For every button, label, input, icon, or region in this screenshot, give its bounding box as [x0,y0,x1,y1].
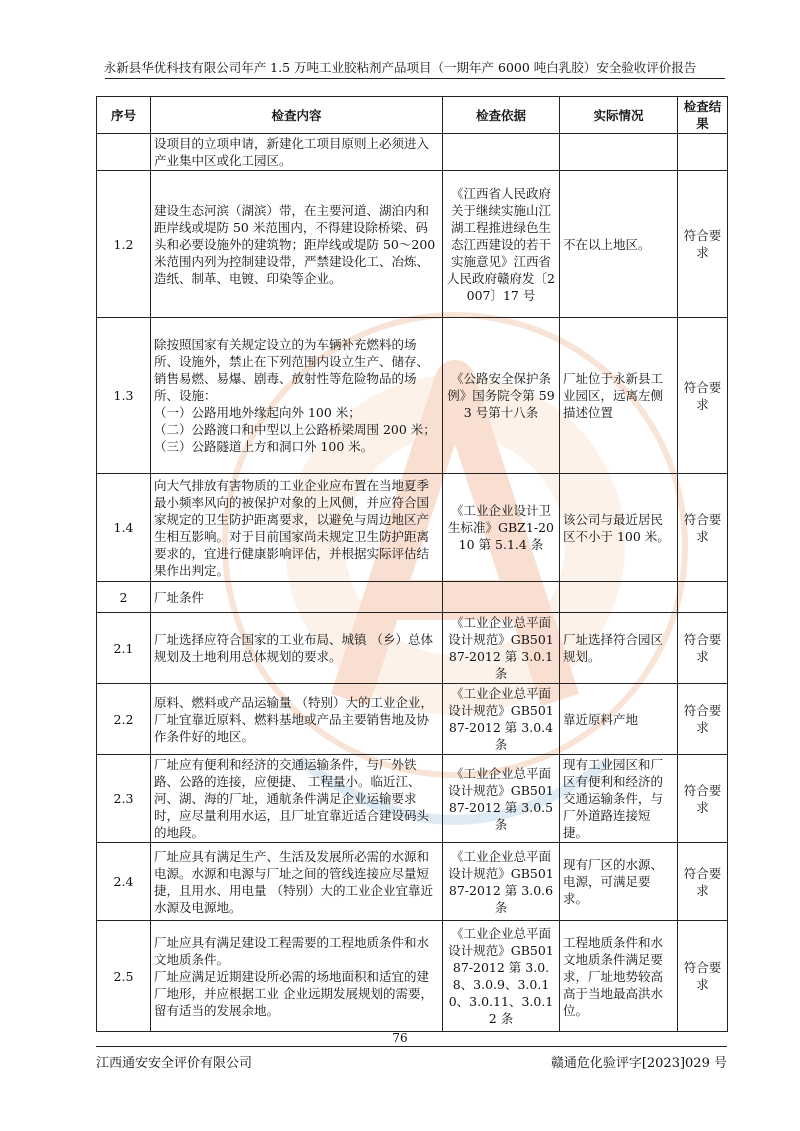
table-cell-no: 2.1 [97,613,151,684]
table-cell-actual: 不在以上地区。 [560,171,678,318]
table-cell-actual [560,582,678,613]
table-cell-no: 1.3 [97,318,151,474]
table-cell-result: 符合要求 [678,684,728,755]
table-row [97,474,728,582]
table-cell-content: 原料、燃料或产品运输量 （特别）大的工业企业，厂址宜靠近原料、燃料基地或产品主要销售地及协作条件好的地区。 [151,684,443,755]
footer-divider [96,1046,727,1047]
table-cell-basis: 《江西省人民政府关于继续实施山江湖工程推进绿色生态江西建设的若干实施意见》江西省人民政府赣府发〔2007〕17 号 [443,171,560,318]
table-cell-basis: 《工业企业总平面设计规范》GB50187-2012 第 3.0.5 条 [443,755,560,843]
column-header-basis: 检查依据 [443,97,560,134]
table-row [97,582,728,613]
table-cell-actual: 工程地质条件和水文地质条件满足要求，厂址地势较高高于当地最高洪水位。 [560,921,678,1032]
table-cell-content: 设项目的立项申请，新建化工项目原则上必须进入产业集中区或化工园区。 [151,134,443,171]
table-cell-actual: 现有工业园区和厂区有便利和经济的交通运输条件，与厂外道路连接短捷。 [560,755,678,843]
table-cell-no: 2.4 [97,843,151,921]
table-cell-content: 向大气排放有害物质的工业企业应布置在当地夏季最小频率风向的被保护对象的上风侧，并应符合国家规定的卫生防护距离要求，以避免与周边地区产生相互影响。对于目前国家尚未规定卫生防护距离要求的，宜进行健康影响评估，并根据实际评估结果作出判定。 [151,474,443,582]
table-cell-result: 符合要求 [678,613,728,684]
table-row [97,755,728,843]
table-cell-result [678,582,728,613]
table-cell-actual: 现有厂区的水源、电源，可满足要求。 [560,843,678,921]
page-header-title: 永新县华优科技有限公司年产 1.5 万吨工业胶粘剂产品项目（一期年产 6000 吨白乳胶）安全验收评价报告 [103,60,697,75]
table-row [97,134,728,171]
table-row [97,318,728,474]
header-divider [105,78,725,79]
table-cell-result: 符合要求 [678,921,728,1032]
table-cell-no: 2.5 [97,921,151,1032]
table-cell-result: 符合要求 [678,755,728,843]
table-cell-no: 2 [97,582,151,613]
table-cell-basis: 《工业企业总平面设计规范》GB50187-2012 第 3.0.1 条 [443,613,560,684]
page-number: 76 [392,1031,408,1045]
table-cell-basis: 《工业企业总平面设计规范》GB50187-2012 第 3.0.4 条 [443,684,560,755]
table-cell-actual: 该公司与最近居民区不小于 100 米。 [560,474,678,582]
table-cell-no: 2.2 [97,684,151,755]
table-cell-no: 2.3 [97,755,151,843]
inspection-table [96,96,728,1032]
table-cell-result: 符合要求 [678,171,728,318]
table-cell-basis [443,582,560,613]
table-cell-content: 厂址应具有满足建设工程需要的工程地质条件和水文地质条件。 厂址应满足近期建设所必需的场地面积和适宜的建厂地形，并应根据工业 企业远期发展规划的需要，留有适当的发展余地。 [151,921,443,1032]
table-cell-content: 除按照国家有关规定设立的为车辆补充燃料的场所、设施外，禁止在下列范围内设立生产、储存、销售易燃、易爆、剧毒、放射性等危险物品的场所、设施： （一）公路用地外缘起向外 100 米； （二）公路渡口和中型以上公路桥梁周围 200 米； （三）公路隧道上方和洞口外 100 米。 [151,318,443,474]
table-row [97,171,728,318]
column-header-no: 序号 [97,97,151,134]
footer-report-number: 赣通危化验评字[2023]029 号 [550,1056,727,1071]
table-row [97,613,728,684]
table-cell-basis [443,134,560,171]
table-cell-no: 1.4 [97,474,151,582]
table-cell-no [97,134,151,171]
table-cell-basis: 《工业企业总平面设计规范》GB50187-2012 第 3.0.8、3.0.9、3.0.10、3.0.11、3.0.12 条 [443,921,560,1032]
table-cell-actual [560,134,678,171]
table-cell-result: 符合要求 [678,843,728,921]
table-cell-content: 厂址条件 [151,582,443,613]
table-cell-basis: 《工业企业总平面设计规范》GB50187-2012 第 3.0.6 条 [443,843,560,921]
table-cell-content: 厂址选择应符合国家的工业布局、城镇 （乡）总体规划及土地利用总体规划的要求。 [151,613,443,684]
table-row [97,684,728,755]
table-cell-actual: 厂址选择符合园区规划。 [560,613,678,684]
table-cell-result [678,134,728,171]
table-cell-content: 建设生态河滨（湖滨）带，在主要河道、湖泊内和距岸线或堤防 50 米范围内，不得建设除桥梁、码头和必要设施外的建筑物；距岸线或堤防 50～200 米范围内列为控制建设带，严禁建设化工、冶炼、造纸、制革、电镀、印染等企业。 [151,171,443,318]
table-row [97,843,728,921]
table-cell-result: 符合要求 [678,474,728,582]
table-cell-actual: 厂址位于永新县工业园区，远离左侧描述位置 [560,318,678,474]
table-cell-basis: 《公路安全保护条例》国务院令第 593 号第十八条 [443,318,560,474]
column-header-actual: 实际情况 [560,97,678,134]
table-cell-no: 1.2 [97,171,151,318]
table-cell-actual: 靠近原料产地 [560,684,678,755]
table-cell-content: 厂址应有便利和经济的交通运输条件，与厂外铁路、公路的连接，应便捷、 工程量小。临近江、河、湖、海的厂址，通航条件满足企业运输要求时，应尽量利用水运，且厂址宜靠近适合建设码头的地段。 [151,755,443,843]
table-cell-result: 符合要求 [678,318,728,474]
column-header-content: 检查内容 [151,97,443,134]
table-cell-content: 厂址应具有满足生产、生活及发展所必需的水源和电源。水源和电源与厂址之间的管线连接应尽量短捷，且用水、用电量 （特别）大的工业企业宜靠近水源及电源地。 [151,843,443,921]
table-row [97,921,728,1032]
table-cell-basis: 《工业企业设计卫生标准》GBZ1-2010 第 5.1.4 条 [443,474,560,582]
column-header-result: 检查结果 [678,97,728,134]
footer-company: 江西通安安全评价有限公司 [96,1056,253,1071]
table-header-row [97,97,728,134]
